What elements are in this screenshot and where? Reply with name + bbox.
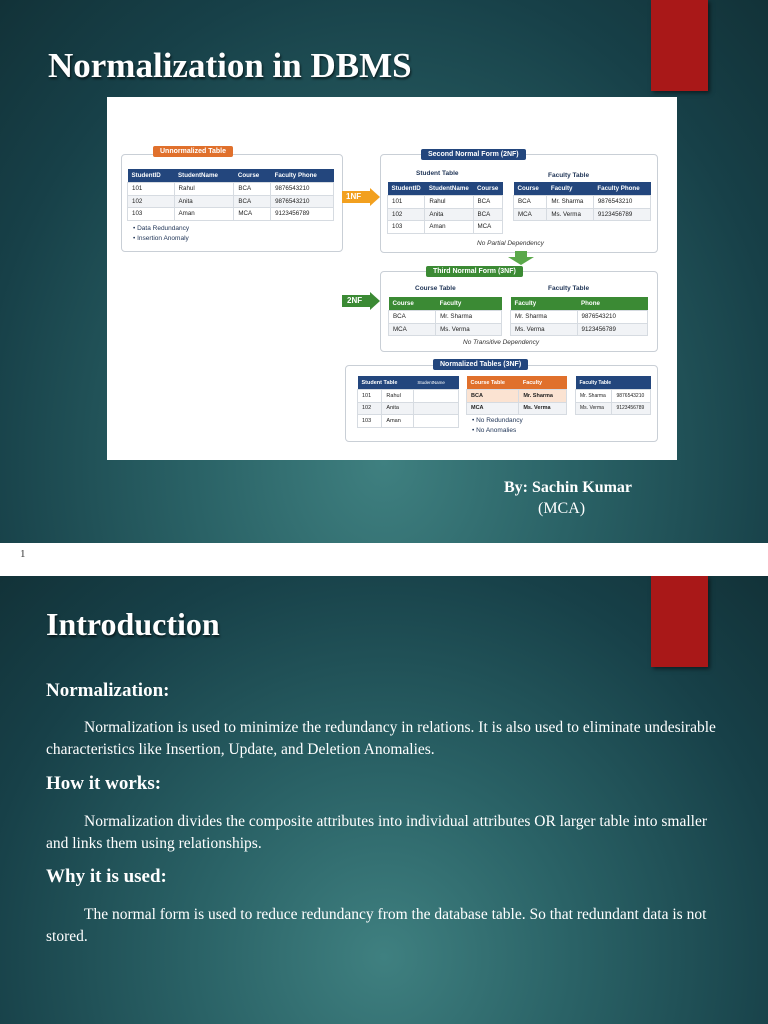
third-nf-tag: Third Normal Form (3NF)	[426, 266, 523, 277]
table-cell: 9123456789	[612, 402, 651, 415]
course-table-3nf	[388, 297, 502, 336]
section-text: The normal form is used to reduce redundancy from the database table. So that redundant data is not stored.	[46, 906, 707, 945]
table-row	[358, 415, 459, 428]
table-cell: 9876543210	[612, 390, 651, 403]
column-header: Course	[389, 297, 436, 311]
table-cell: Ms. Verma	[519, 402, 567, 415]
normalization-diagram	[107, 97, 677, 460]
column-header: Faculty	[511, 297, 578, 311]
slide-title: Introduction	[46, 606, 220, 642]
table-cell: MCA	[514, 208, 547, 221]
section-heading: Why it is used:	[46, 866, 167, 887]
column-header: StudentName	[413, 376, 458, 390]
column-header: StudentName	[174, 169, 234, 183]
table-cell: Rahul	[174, 183, 234, 196]
bullet-item: No Anomalies	[476, 427, 517, 434]
table-row	[388, 196, 503, 209]
table-cell: BCA	[234, 195, 271, 208]
table-row	[128, 208, 334, 221]
table-cell: 9876543210	[271, 195, 334, 208]
table-row	[389, 323, 502, 336]
table-cell: Anita	[425, 208, 473, 221]
author-line	[504, 479, 632, 497]
bullet-item: No Redundancy	[476, 417, 523, 424]
faculty-table-2nf	[513, 182, 651, 221]
table-cell: 9123456789	[593, 208, 650, 221]
column-header: StudentID	[128, 169, 175, 183]
table-cell: Aman	[382, 415, 413, 428]
table-cell: Ms. Verma	[436, 323, 502, 336]
faculty-table-final	[575, 376, 651, 415]
table-cell: Ms. Verma	[511, 323, 578, 336]
normalized-bullets: • No Redundancy • No Anomalies	[472, 417, 523, 434]
arrow-2nf-label: 2NF	[347, 296, 363, 305]
column-header: Faculty	[436, 297, 502, 311]
table-cell: Aman	[425, 221, 473, 234]
table-row	[389, 311, 502, 324]
column-header: Phone	[577, 297, 647, 311]
column-header: Student Table	[358, 376, 414, 390]
bullet-item: Insertion Anomaly	[137, 235, 189, 242]
table-cell: MCA	[234, 208, 271, 221]
section-text: Normalization is used to minimize the redundancy in relations. It is also used to eliminate undesirable characteristics like Insertion, Update, and Deletion Anomalies.	[46, 719, 716, 758]
table-cell: Mr. Sharma	[511, 311, 578, 324]
table-cell: 103	[128, 208, 175, 221]
table-cell: 9123456789	[577, 323, 647, 336]
table-row	[358, 402, 459, 415]
table-cell: Aman	[174, 208, 234, 221]
table-cell	[413, 390, 458, 403]
table-cell	[413, 402, 458, 415]
faculty-table-title-3nf: Faculty Table	[548, 285, 590, 292]
table-row	[388, 208, 503, 221]
table-row	[511, 323, 648, 336]
no-transitive-dependency-note: No Transitive Dependency	[463, 339, 540, 346]
normalized-tag: Normalized Tables (3NF)	[433, 359, 528, 370]
table-cell: 9123456789	[271, 208, 334, 221]
table-cell: 102	[358, 402, 382, 415]
slide-title: Normalization in DBMS	[48, 46, 412, 85]
column-header: Faculty Table	[576, 376, 651, 390]
table-row	[388, 221, 503, 234]
student-table-2nf	[387, 182, 503, 234]
unnormalized-bullets: • Data Redundancy • Insertion Anomaly	[133, 225, 190, 242]
column-header: Faculty	[519, 376, 567, 390]
column-header: Course	[234, 169, 271, 183]
table-cell: Ms. Verma	[576, 402, 612, 415]
author-degree: (MCA)	[538, 500, 586, 517]
table-cell: 103	[358, 415, 382, 428]
column-header: StudentName	[425, 182, 473, 196]
table-cell: Ms. Verma	[547, 208, 594, 221]
column-header: StudentID	[388, 182, 425, 196]
table-cell: Rahul	[382, 390, 413, 403]
unnormalized-table	[127, 169, 334, 221]
course-table-final	[466, 376, 567, 415]
student-table-final	[357, 376, 459, 428]
table-cell: Anita	[174, 195, 234, 208]
table-cell: Rahul	[425, 196, 473, 209]
bullet-item: Data Redundancy	[137, 225, 190, 232]
table-row	[467, 390, 567, 403]
course-table-title: Course Table	[415, 285, 456, 292]
table-cell	[413, 415, 458, 428]
table-cell: 101	[358, 390, 382, 403]
table-cell: BCA	[514, 196, 547, 209]
section-heading: How it works:	[46, 773, 162, 794]
table-cell: MCA	[473, 221, 502, 234]
table-row	[514, 196, 651, 209]
table-cell: MCA	[467, 402, 519, 415]
arrow-1nf-label: 1NF	[346, 192, 362, 201]
faculty-table-title: Faculty Table	[548, 172, 590, 179]
section-heading: Normalization:	[46, 680, 170, 701]
faculty-table-3nf	[510, 297, 648, 336]
unnormalized-tag: Unnormalized Table	[153, 146, 233, 157]
column-header: Faculty Phone	[593, 182, 650, 196]
table-cell: 9876543210	[593, 196, 650, 209]
arrow-down-icon	[508, 251, 534, 265]
table-row	[128, 195, 334, 208]
table-cell: Mr. Sharma	[576, 390, 612, 403]
column-header: Faculty	[547, 182, 594, 196]
table-cell: MCA	[389, 323, 436, 336]
table-row	[358, 390, 459, 403]
table-cell: BCA	[234, 183, 271, 196]
author-label: By:	[504, 479, 528, 496]
table-row	[511, 311, 648, 324]
introduction-slide	[0, 576, 768, 1024]
student-table-title: Student Table	[416, 170, 459, 177]
table-cell: 102	[388, 208, 425, 221]
page-number: 1	[20, 548, 26, 560]
column-header: Course	[473, 182, 502, 196]
table-cell: 101	[388, 196, 425, 209]
accent-bar	[651, 576, 708, 667]
table-cell: 103	[388, 221, 425, 234]
table-cell: Mr. Sharma	[519, 390, 567, 403]
table-row	[467, 402, 567, 415]
table-cell: BCA	[473, 208, 502, 221]
table-row	[576, 390, 651, 403]
section-text: Normalization divides the composite attributes into individual attributes OR larger table into smaller and links them using relationships.	[46, 813, 708, 852]
table-row	[576, 402, 651, 415]
table-cell: Mr. Sharma	[547, 196, 594, 209]
table-cell: 9876543210	[577, 311, 647, 324]
table-cell: BCA	[473, 196, 502, 209]
table-cell: 9876543210	[271, 183, 334, 196]
table-cell: BCA	[467, 390, 519, 403]
accent-bar	[651, 0, 708, 91]
table-row	[514, 208, 651, 221]
author-name: Sachin Kumar	[532, 479, 633, 496]
table-cell: Mr. Sharma	[436, 311, 502, 324]
table-cell: 102	[128, 195, 175, 208]
slide-separator	[0, 543, 768, 576]
table-cell: Anita	[382, 402, 413, 415]
table-cell: 101	[128, 183, 175, 196]
column-header: Course	[514, 182, 547, 196]
column-header: Faculty Phone	[271, 169, 334, 183]
table-cell: BCA	[389, 311, 436, 324]
table-row	[128, 183, 334, 196]
no-partial-dependency-note: No Partial Dependency	[477, 240, 544, 247]
second-nf-tag: Second Normal Form (2NF)	[421, 149, 526, 160]
column-header: Course Table	[467, 376, 519, 390]
